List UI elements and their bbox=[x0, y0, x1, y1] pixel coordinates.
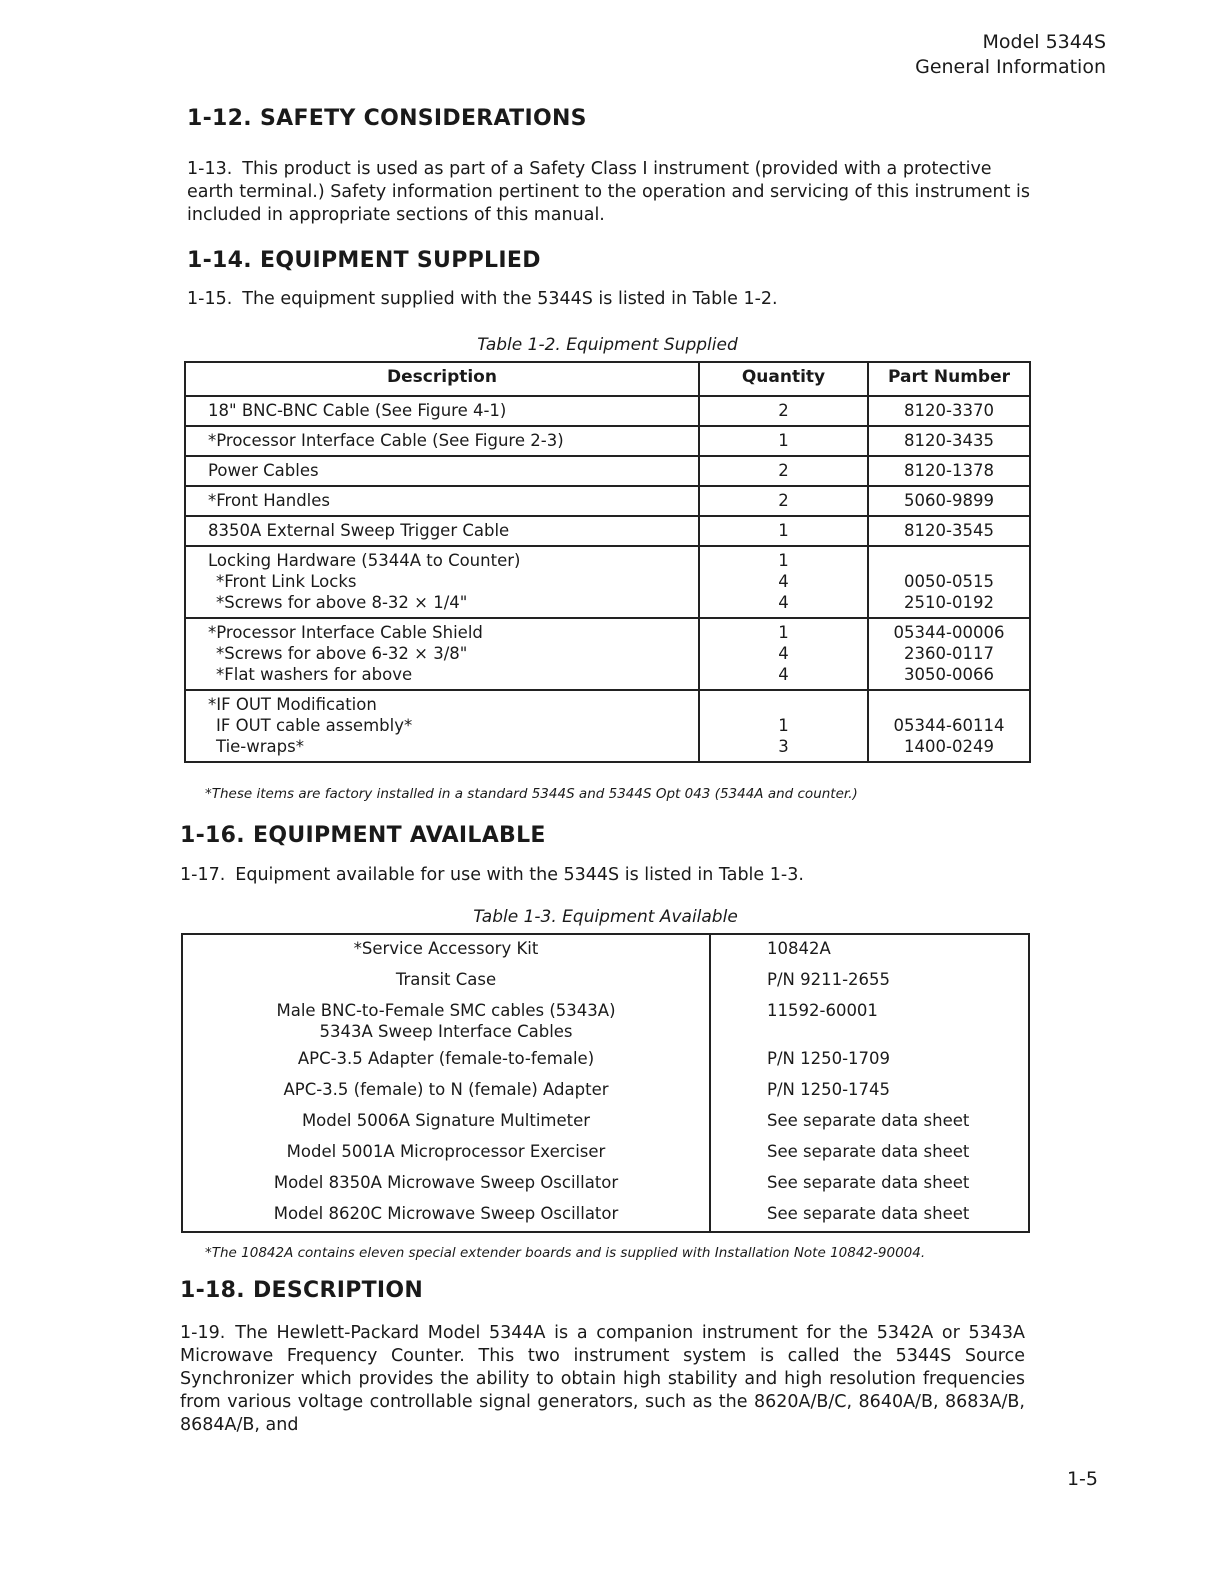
equipment-value-cell: P/N 1250-1745 bbox=[767, 1080, 891, 1099]
description-cell-line: *Processor Interface Cable Shield bbox=[208, 623, 483, 642]
section-number: 1-14. bbox=[187, 248, 252, 273]
paragraph-1-15 bbox=[187, 288, 1032, 311]
paragraph-text: This product is used as part of a Safety Class I instrument (provided with a protective earth terminal.) Safety information pertinent to the operation and servicing of this instrument is included in appropriate sections of this manual. bbox=[187, 159, 1031, 225]
paragraph-text: The equipment supplied with the 5344S is listed in Table 1-2. bbox=[242, 289, 778, 309]
equipment-item-cell-line: Model 8350A Microwave Sweep Oscillator bbox=[273, 1173, 619, 1192]
table-row bbox=[182, 1169, 1029, 1200]
column-header-quantity: Quantity bbox=[699, 362, 868, 396]
description-cell-line: 18" BNC-BNC Cable (See Figure 4-1) bbox=[208, 401, 507, 420]
description-cell bbox=[185, 690, 699, 762]
equipment-item-cell-line: Model 5006A Signature Multimeter bbox=[301, 1111, 591, 1130]
section-title: EQUIPMENT SUPPLIED bbox=[260, 248, 541, 273]
quantity-cell bbox=[699, 618, 868, 690]
part-number-cell-line: 05344-60114 bbox=[893, 716, 1005, 735]
equipment-item-cell-line: APC-3.5 (female) to N (female) Adapter bbox=[283, 1080, 609, 1099]
part-number-cell-line: 2360-0117 bbox=[904, 644, 994, 663]
quantity-cell bbox=[699, 690, 868, 762]
table-row bbox=[185, 396, 1030, 426]
table-1-3-caption: Table 1-3. Equipment Available bbox=[473, 907, 738, 927]
part-number-cell bbox=[868, 516, 1030, 546]
equipment-value-cell: 10842A bbox=[767, 939, 831, 958]
table-row bbox=[182, 1107, 1029, 1138]
quantity-cell-line: 4 bbox=[778, 593, 789, 612]
equipment-value-cell: 11592-60001 bbox=[767, 1001, 878, 1020]
part-number-cell-line: 8120-3435 bbox=[904, 431, 994, 450]
table-row bbox=[182, 966, 1029, 997]
section-title: SAFETY CONSIDERATIONS bbox=[260, 106, 587, 131]
column-header-part-number: Part Number bbox=[868, 362, 1030, 396]
quantity-cell bbox=[699, 516, 868, 546]
table-row bbox=[185, 690, 1030, 762]
description-cell bbox=[185, 516, 699, 546]
table-row bbox=[185, 546, 1030, 618]
part-number-cell bbox=[868, 690, 1030, 762]
quantity-cell-line: 2 bbox=[778, 461, 789, 480]
quantity-cell-line: 1 bbox=[778, 521, 789, 540]
equipment-item-cell bbox=[182, 1200, 710, 1232]
paragraph-text: The Hewlett-Packard Model 5344A is a companion instrument for the 5342A or 5343A Microwave Frequency Counter. This two instrument system is called the 5344S Source Synchronizer which provides the ability to obtain high stability and high resolution frequencies from various voltage controllable signal generators, such as the 8620A/B/C, 8640A/B, 8683A/B, 8684A/B, and bbox=[180, 1323, 1025, 1435]
quantity-cell bbox=[699, 426, 868, 456]
equipment-value-cell: See separate data sheet bbox=[767, 1173, 970, 1192]
table-row bbox=[185, 618, 1030, 690]
equipment-value-cell: See separate data sheet bbox=[767, 1142, 970, 1161]
quantity-cell bbox=[699, 456, 868, 486]
description-cell bbox=[185, 456, 699, 486]
paragraph-1-17 bbox=[180, 864, 1025, 887]
part-number-cell bbox=[868, 396, 1030, 426]
description-cell bbox=[185, 546, 699, 618]
table-row bbox=[182, 1045, 1029, 1076]
description-cell bbox=[185, 486, 699, 516]
section-title: EQUIPMENT AVAILABLE bbox=[253, 823, 546, 848]
paragraph-number: 1-13. bbox=[187, 159, 233, 179]
equipment-item-cell bbox=[182, 1169, 710, 1200]
column-header-description: Description bbox=[185, 362, 699, 396]
description-cell-line: Locking Hardware (5344A to Counter) bbox=[208, 551, 521, 570]
description-cell bbox=[185, 618, 699, 690]
equipment-item-cell bbox=[182, 1138, 710, 1169]
part-number-cell-line: 2510-0192 bbox=[904, 593, 994, 612]
description-cell bbox=[185, 426, 699, 456]
section-number: 1-16. bbox=[180, 823, 245, 848]
equipment-value-cell: See separate data sheet bbox=[767, 1111, 970, 1130]
quantity-cell-line: 2 bbox=[778, 401, 789, 420]
table-row bbox=[182, 1200, 1029, 1232]
quantity-cell-line: 2 bbox=[778, 491, 789, 510]
description-cell bbox=[185, 396, 699, 426]
equipment-item-cell bbox=[182, 1076, 710, 1107]
quantity-cell-line: 3 bbox=[778, 737, 789, 756]
quantity-cell-line: 4 bbox=[778, 644, 789, 663]
equipment-item-cell bbox=[182, 997, 710, 1045]
description-cell-line: *IF OUT Modification bbox=[208, 695, 377, 714]
quantity-cell bbox=[699, 546, 868, 618]
equipment-item-cell bbox=[182, 1045, 710, 1076]
description-cell-line: *Flat washers for above bbox=[216, 665, 413, 684]
equipment-item-cell-line: Model 5001A Microprocessor Exerciser bbox=[286, 1142, 606, 1161]
table-row bbox=[185, 456, 1030, 486]
part-number-cell-line: 1400-0249 bbox=[904, 737, 994, 756]
page-number: 1-5 bbox=[1066, 1468, 1098, 1490]
page-header bbox=[915, 30, 1106, 80]
header-model: Model 5344S bbox=[982, 31, 1106, 53]
part-number-cell-line: 3050-0066 bbox=[904, 665, 994, 684]
quantity-cell-line: 1 bbox=[778, 551, 789, 570]
description-cell-line: *Screws for above 6-32 × 3/8" bbox=[216, 644, 468, 663]
table-row bbox=[182, 1076, 1029, 1107]
description-cell-line: Power Cables bbox=[208, 461, 319, 480]
paragraph-number: 1-17. bbox=[180, 865, 226, 885]
equipment-item-cell bbox=[182, 966, 710, 997]
equipment-item-cell-line: Male BNC-to-Female SMC cables (5343A) bbox=[276, 1001, 616, 1020]
equipment-item-cell bbox=[182, 1107, 710, 1138]
description-cell-line: IF OUT cable assembly* bbox=[216, 716, 413, 735]
description-cell-line: *Front Link Locks bbox=[216, 572, 357, 591]
table-1-3-footnote: *The 10842A contains eleven special extender boards and is supplied with Installation Note 10842-90004. bbox=[205, 1245, 926, 1261]
section-title: DESCRIPTION bbox=[253, 1278, 424, 1303]
paragraph-1-19 bbox=[180, 1322, 1025, 1437]
part-number-cell bbox=[868, 426, 1030, 456]
table-row bbox=[185, 486, 1030, 516]
quantity-cell-line: 1 bbox=[778, 431, 789, 450]
quantity-cell bbox=[699, 396, 868, 426]
part-number-cell-line: 8120-3545 bbox=[904, 521, 994, 540]
quantity-cell-line: 1 bbox=[778, 623, 789, 642]
quantity-cell-line: 1 bbox=[778, 716, 789, 735]
quantity-cell-line bbox=[708, 694, 859, 715]
equipment-available-table bbox=[181, 933, 1030, 1233]
equipment-value-cell: See separate data sheet bbox=[767, 1204, 970, 1223]
header-section: General Information bbox=[915, 56, 1106, 78]
part-number-cell-line: 8120-3370 bbox=[904, 401, 994, 420]
description-cell-line: 8350A External Sweep Trigger Cable bbox=[208, 521, 510, 540]
description-cell-line: *Front Handles bbox=[208, 491, 331, 510]
part-number-cell bbox=[868, 618, 1030, 690]
section-heading-equipment-supplied bbox=[187, 248, 541, 273]
table-row bbox=[182, 997, 1029, 1045]
section-heading-description bbox=[180, 1278, 423, 1303]
equipment-item-cell-line: 5343A Sweep Interface Cables bbox=[319, 1022, 573, 1041]
description-cell-line: *Screws for above 8-32 × 1/4" bbox=[216, 593, 468, 612]
quantity-cell-line: 4 bbox=[778, 665, 789, 684]
description-cell-line: *Processor Interface Cable (See Figure 2-3) bbox=[208, 431, 564, 450]
description-cell-line: Tie-wraps* bbox=[216, 737, 304, 756]
part-number-cell-line: 05344-00006 bbox=[893, 623, 1005, 642]
part-number-cell bbox=[868, 546, 1030, 618]
part-number-cell-line bbox=[877, 550, 1021, 571]
part-number-cell-line: 5060-9899 bbox=[904, 491, 994, 510]
equipment-item-cell bbox=[182, 934, 710, 966]
table-row bbox=[185, 426, 1030, 456]
table-header-row bbox=[185, 362, 1030, 396]
quantity-cell bbox=[699, 486, 868, 516]
table-row bbox=[182, 1138, 1029, 1169]
part-number-cell bbox=[868, 486, 1030, 516]
section-number: 1-12. bbox=[187, 106, 252, 131]
part-number-cell-line: 0050-0515 bbox=[904, 572, 994, 591]
table-1-2-footnote: *These items are factory installed in a standard 5344S and 5344S Opt 043 (5344A and counter.) bbox=[205, 786, 858, 802]
paragraph-number: 1-15. bbox=[187, 289, 233, 309]
paragraph-text: Equipment available for use with the 5344S is listed in Table 1-3. bbox=[235, 865, 804, 885]
table-row bbox=[182, 934, 1029, 966]
equipment-value-cell: P/N 9211-2655 bbox=[767, 970, 891, 989]
table-row bbox=[185, 516, 1030, 546]
section-number: 1-18. bbox=[180, 1278, 245, 1303]
equipment-item-cell-line: *Service Accessory Kit bbox=[353, 939, 539, 958]
part-number-cell-line bbox=[877, 694, 1021, 715]
equipment-item-cell-line: APC-3.5 Adapter (female-to-female) bbox=[297, 1049, 595, 1068]
section-heading-safety bbox=[187, 106, 587, 131]
equipment-item-cell-line: Model 8620C Microwave Sweep Oscillator bbox=[273, 1204, 619, 1223]
equipment-item-cell-line: Transit Case bbox=[395, 970, 497, 989]
part-number-cell bbox=[868, 456, 1030, 486]
part-number-cell-line: 8120-1378 bbox=[904, 461, 994, 480]
equipment-value-cell: P/N 1250-1709 bbox=[767, 1049, 891, 1068]
quantity-cell-line: 4 bbox=[778, 572, 789, 591]
equipment-supplied-table bbox=[184, 361, 1031, 763]
paragraph-1-13 bbox=[187, 158, 1032, 227]
table-1-2-caption: Table 1-2. Equipment Supplied bbox=[477, 335, 738, 355]
paragraph-number: 1-19. bbox=[180, 1323, 226, 1343]
section-heading-equipment-available bbox=[180, 823, 546, 848]
